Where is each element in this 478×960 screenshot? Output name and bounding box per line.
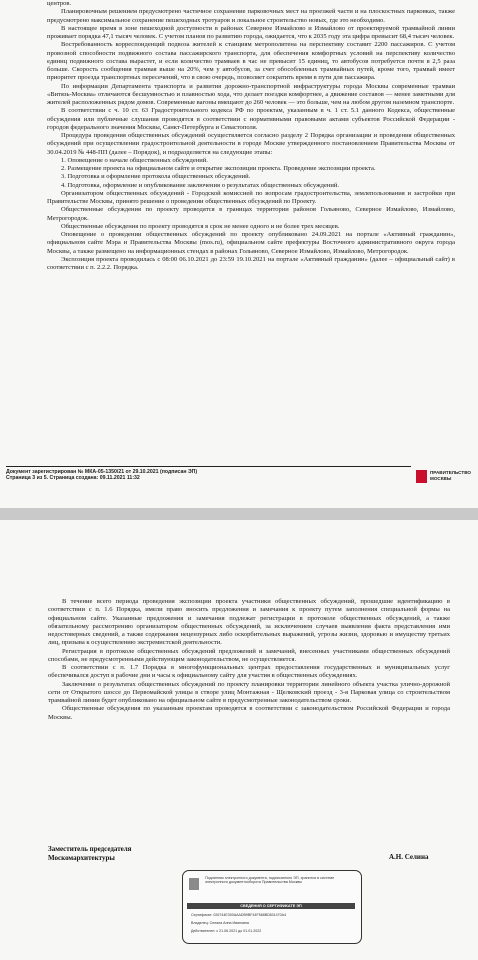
paragraph: Экспозиция проекта проводилась с 08:00 06.10.2021 до 23:59 19.10.2021 на портале «Активный гражданин» (далее – официальный сайт) в соответствии с п. 2.2.2. Порядка. bbox=[47, 255, 455, 271]
footer-page-info: Страница 3 из 5. Страница создана: 09.11.2021 11:32 bbox=[6, 475, 140, 481]
page2-body-text bbox=[48, 598, 450, 722]
paragraph: В течение всего периода проведения экспозиции проекта участники общественных обсуждений, прошедшие идентификацию в соответствии с п. 1.6 Порядка, имели право вносить предложения и замечания к проекту путем заполнения специальной формы на официальном сайте. Указанные предложения и замечания подлежат регистрации в протоколе общественных обсуждений, а также обязательному рассмотрению организатором общественных обсуждений, за исключением случаев выявления факта представления ими недостоверных сведений, а также содержания нецензурных либо оскорбительных выражений, угрозы жизни, здоровью и имуществу третьих лиц, призыва к осуществлению экстремистской деятельности. bbox=[48, 598, 450, 647]
paragraph: Регистрация в протоколе общественных обсуждений предложений и замечаний, внесенных участниками общественных обсуждений способами, не предусмотренными действующим законодательством, не осуществляется. bbox=[48, 647, 450, 663]
paragraph: В соответствии с ч. 10 ст. 63 Градостроительного кодекса РФ по проектам, указанным в ч. 1 ст. 5.1 данного Кодекса, общественные обсуждения или публичные слушания проводятся в соответствии с нормативными правовыми актами субъектов Российской Федерации - городов федерального значения Москвы, Санкт-Петербурга и Севастополя. bbox=[47, 107, 455, 131]
paragraph: центров. bbox=[47, 0, 72, 7]
footer-org-line2: МОСКВЫ bbox=[430, 475, 452, 481]
signature-position bbox=[48, 845, 131, 862]
paragraph: 3. Подготовка и оформление протокола общественных обсуждений. bbox=[61, 173, 251, 181]
paragraph: 2. Размещение проекта на официальном сайте и открытие экспозиции проекта. Проведение экспозиции проекта. bbox=[61, 165, 376, 172]
paragraph: В соответствии с п. 1.7 Порядка в многофункциональных центрах предоставления государственных и муниципальных услуг обеспечивался доступ в рабочие дни и часы к официальному сайту для участия в общественных обсуждениях. bbox=[48, 664, 450, 680]
paragraph: Оповещение о проведении общественных обсуждений по проекту опубликовано 24.09.2021 на портале «Активный гражданин», официальном сайте Мэра и Правительства Москвы (mos.ru), официальном сайте префектуры Восточного административного округа города Москвы, а также размещено на информационных стендах в районах Гольяново, Северное Измайлово, Измайлово, Метрогородок. bbox=[47, 231, 455, 255]
document-page-2 bbox=[0, 520, 478, 960]
paragraph: Процедура проведения общественных обсуждений осуществляется согласно разделу 2 Порядка организации и проведения общественных обсуждений при осуществлении градостроительной деятельности в городе Москве утвержденного постановлением Правительства Москвы от 30.04.2019 № 448-ПП (далее – Порядок), и подразделяется на следующие этапы: bbox=[47, 132, 455, 156]
stamp-header: СВЕДЕНИЯ О СЕРТИФИКАТЕ ЭП bbox=[187, 903, 355, 909]
electronic-signature-stamp bbox=[182, 870, 362, 944]
stamp-notice: Подлинник электронного документа, подписанного ЭП, хранится в системе электронного документооборота Правительства Москвы bbox=[205, 876, 335, 885]
moscow-emblem-icon bbox=[189, 878, 199, 890]
paragraph: Организатором общественных обсуждений - Городской комиссией по вопросам градостроительства, землепользования и застройки при Правительстве Москвы, принято решение о проведении общественных обсуждений по Проекту. bbox=[47, 189, 455, 205]
moscow-coat-of-arms-icon bbox=[416, 470, 427, 483]
stamp-validity: Действителен: с 21.06.2021 до 01.01.2022 bbox=[191, 929, 262, 933]
paragraph: Общественные обсуждения по проекту проводятся в границах территории районов Гольяново, Северное Измайлово, Измайлово, Метрогородок. bbox=[47, 206, 455, 222]
footer-organization bbox=[430, 470, 471, 481]
paragraph: Заключение о результатах общественных обсуждений по проекту планировки территории линейного объекта участка улично-дорожной сети от Открытого шоссе до Первомайской улицы в створе улиц Монтажная - Щелковский проезд - 3-я Парковая улица со строительством трамвайной линии будет опубликовано на официальном сайте в предусмотренные законодательством сроки. bbox=[48, 680, 450, 704]
signature-position-line1: Заместитель председателя bbox=[48, 845, 132, 853]
page1-body-text bbox=[47, 0, 455, 272]
footer-org-line1: ПРАВИТЕЛЬСТВО bbox=[430, 470, 471, 475]
paragraph: 1. Оповещение о начале общественных обсуждений. bbox=[61, 156, 208, 164]
paragraph: Востребованность корреспонденций подвоза жителей к станциям метрополитена на перспективу составит 2200 пассажиров. С учетом провозной способности подвижного состава пассажирского транспорта, для обеспечения комфортных условий на перспективу количество единиц подвижного состава вырастет, и если количество трамваев в час не превысит 15 единиц, то автобусов потребуется почти в 2,5 раза больше. Скорость сообщения трамвая выше на 20%, чем у автобусов, за счет обособленных трамвайных путей, кроме того, трамвай имеет приоритет проезда транспортных пересечений, что в свою очередь, позволяет сократить время в пути для пассажира. bbox=[47, 41, 455, 82]
paragraph: Планировочным решением предусмотрено частичное сохранение парковочных мест на проезжей части и на плоскостных парковках, также предусмотрено максимальное сохранение пешеходных тротуаров и локальное строительство новых, где это необходимо. bbox=[47, 8, 455, 24]
paragraph: По информации Департамента транспорта и развития дорожно-транспортной инфраструктуры города Москвы современные трамваи «Витязь-Москва» отличаются бесшумностью и плавностью хода, что делает поездки комфортнее, а движение составов — менее заметными для жителей расположенных рядом домов. Современные вагоны вмещают до 260 человек — это больше, чем на любом другом наземном транспорте. bbox=[47, 82, 455, 106]
paragraph: 4. Подготовка, оформление и опубликование заключения о результатах общественных обсуждений. bbox=[61, 181, 340, 189]
paragraph: В настоящее время в зоне пешеходной доступности в районах Северное Измайлово и Измайлово от проектируемой трамвайной линии проживает порядка 47,1 тысяч человек. С учетом планов по развитию города, ожидается, что к 2035 году эта цифра превысит 68,4 тысяч человек. bbox=[47, 24, 455, 40]
signature-name: А.Н. Селина bbox=[389, 853, 429, 861]
signature-position-line2: Москомархитектуры bbox=[48, 853, 115, 862]
stamp-owner: Владелец: Селина Анна Ивановна bbox=[191, 921, 249, 925]
paragraph: Общественные обсуждения по проекту проводятся в срок не менее одного и не более трех месяцев. bbox=[61, 222, 340, 230]
footer-registration-info bbox=[6, 469, 197, 481]
document-footer bbox=[0, 463, 478, 503]
paragraph: Общественные обсуждения по указанным проектам проводятся в соответствии с законодательством Российской Федерации и города Москвы. bbox=[48, 705, 450, 721]
footer-registration-line: Документ зарегистрирован № МКА-05-1350/21 от 29.10.2021 (подписан ЭП) bbox=[6, 469, 198, 475]
footer-divider bbox=[6, 466, 411, 467]
stamp-certificate: Сертификат: 026744E300AAADB9BF44F568BD831470A4 bbox=[191, 913, 287, 917]
